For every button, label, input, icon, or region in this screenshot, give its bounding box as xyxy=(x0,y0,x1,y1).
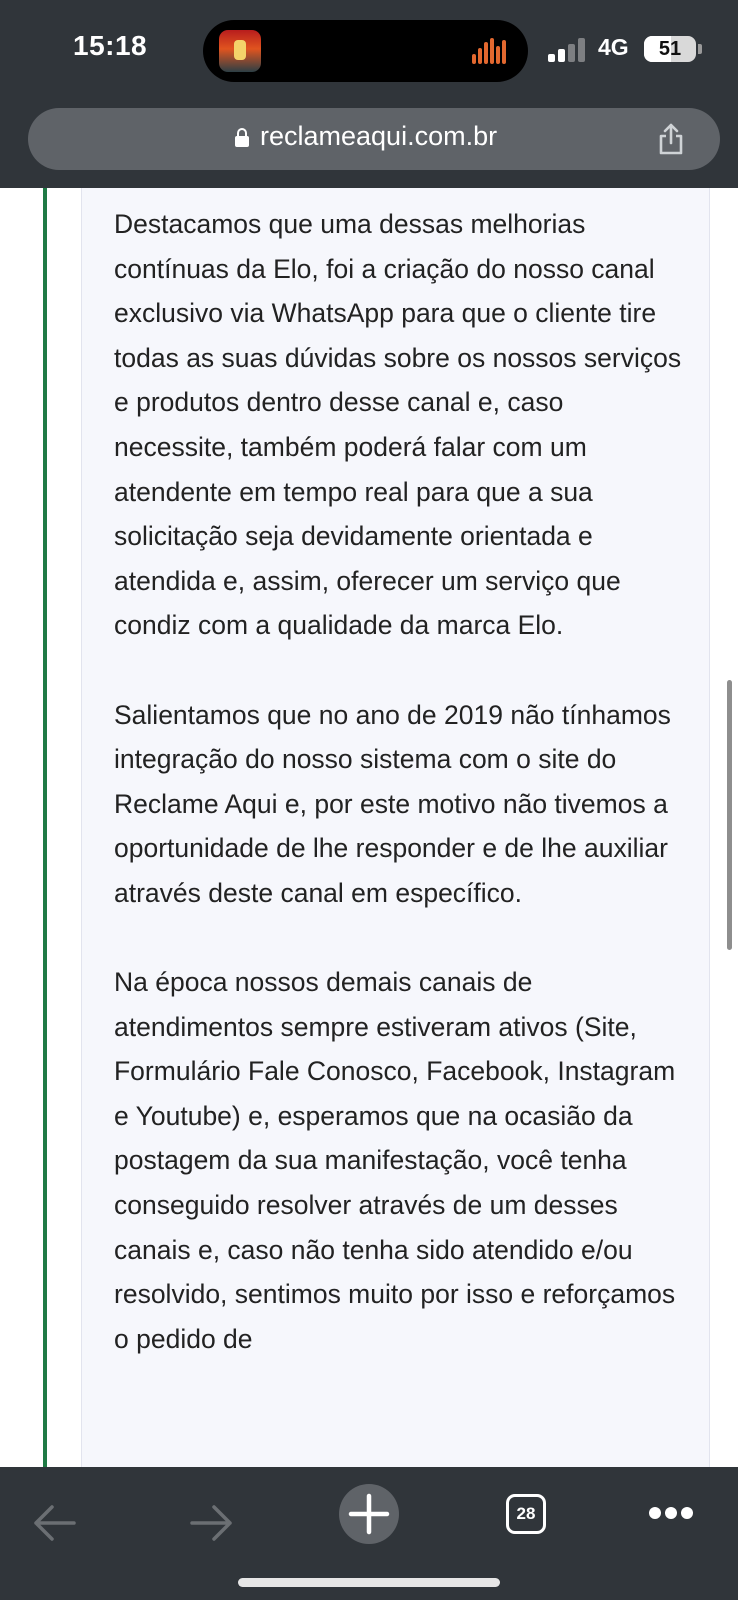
battery-level: 51 xyxy=(658,38,682,60)
arrow-right-icon[interactable] xyxy=(188,1503,234,1543)
battery-tip xyxy=(698,44,702,54)
app-thumbnail-icon xyxy=(219,30,261,72)
lock-icon xyxy=(235,128,249,146)
status-time: 15:18 xyxy=(73,30,148,61)
network-type: 4G xyxy=(598,34,629,60)
reply-text xyxy=(114,202,684,1406)
audio-waveform-icon xyxy=(472,38,510,64)
company-reply-card xyxy=(81,188,710,1468)
page-content[interactable] xyxy=(0,188,738,1468)
tabs-count: 28 xyxy=(516,1504,536,1523)
scrollbar-thumb[interactable] xyxy=(727,680,732,950)
reply-paragraph: Salientamos que no ano de 2019 não tínhamos integração do nosso sistema com o site do Reclame Aqui e, por este motivo não tivemos a oportunidade de lhe responder e de lhe auxiliar através deste canal em específico. xyxy=(114,699,671,908)
reply-accent-line xyxy=(43,188,47,1468)
reply-paragraph: Na época nossos demais canais de atendimentos sempre estiveram ativos (Site, Formulário Fale Conosco, Facebook, Instagram e Youtube) e, esperamos que na ocasião da postagem da sua manifestação, você tenha conseguido resolver através de um desses canais e, caso não tenha sido atendido e/ou resolvido, sentimos muito por isso e reforçamos o pedido de xyxy=(114,967,676,1354)
share-icon[interactable] xyxy=(656,122,686,156)
tabs-icon[interactable] xyxy=(506,1494,546,1534)
status-bar xyxy=(0,0,738,100)
home-indicator[interactable] xyxy=(238,1578,500,1587)
address-bar-area xyxy=(0,100,738,188)
dynamic-island[interactable] xyxy=(203,20,528,82)
cellular-signal-icon xyxy=(548,38,588,62)
arrow-left-icon[interactable] xyxy=(32,1503,78,1543)
battery-icon xyxy=(644,36,696,62)
address-bar[interactable] xyxy=(28,108,720,170)
plus-icon[interactable] xyxy=(338,1483,400,1545)
url-text: reclameaqui.com.br xyxy=(260,121,498,151)
more-dots-icon[interactable] xyxy=(648,1505,694,1521)
reply-paragraph: Destacamos que uma dessas melhorias contínuas da Elo, foi a criação do nosso canal exclusivo via WhatsApp para que o cliente tire todas as suas dúvidas sobre os nossos serviços e produtos dentro desse canal e, caso necessite, também poderá falar com um atendente em tempo real para que a sua solicitação seja devidamente orientada e atendida e, assim, oferecer um serviço que condiz com a qualidade da marca Elo. xyxy=(114,209,682,641)
